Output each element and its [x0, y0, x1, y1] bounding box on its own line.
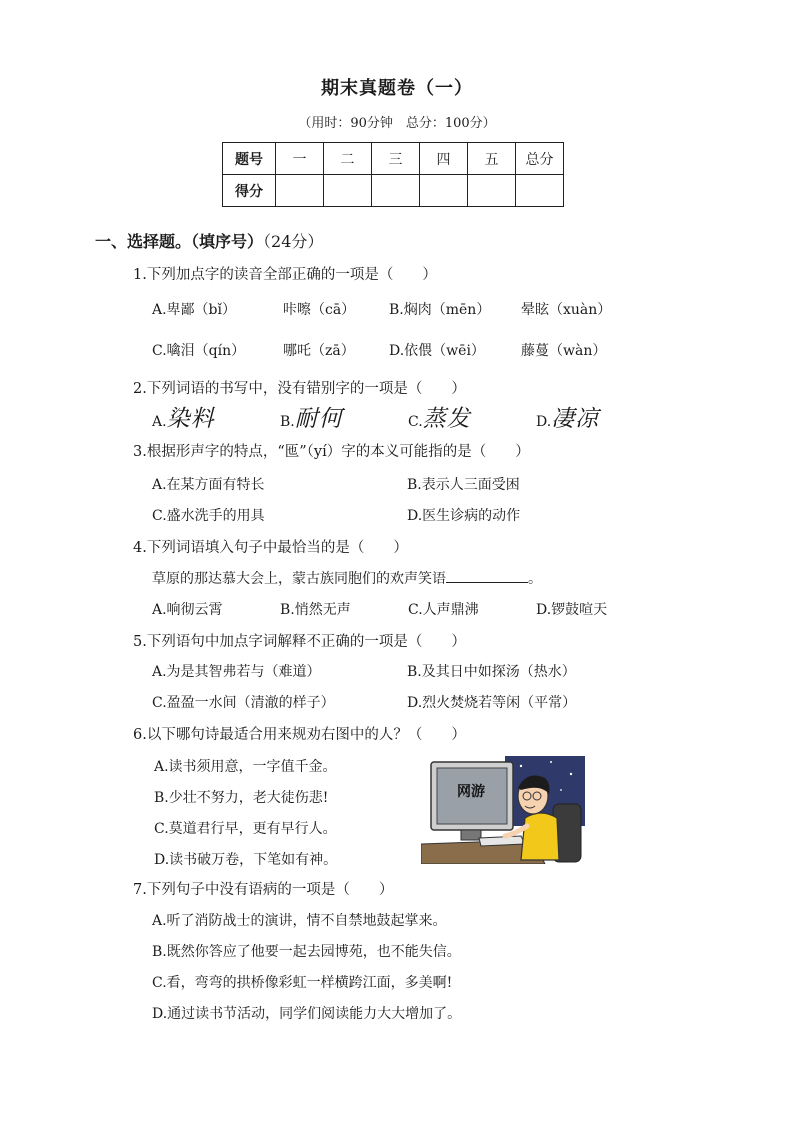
q1-option: 晕眩（xuàn）	[521, 302, 612, 318]
q1-option[interactable]: B.焖肉（mēn）	[389, 302, 491, 318]
handwritten-word: 凄凉	[551, 406, 600, 432]
q5-option[interactable]: B.及其日中如探汤（热水）	[407, 664, 576, 680]
q2-option-b[interactable]	[280, 400, 343, 433]
q4-option[interactable]: A.响彻云霄	[152, 602, 223, 618]
q7-option[interactable]: A.听了消防战士的演讲，情不自禁地鼓起掌来。	[152, 913, 447, 929]
q6-option[interactable]: A.读书须用意，一字值千金。	[154, 759, 337, 775]
q3-option[interactable]: D.医生诊病的动作	[407, 508, 521, 524]
q7-option[interactable]: B.既然你答应了他要一起去园博苑，也不能失信。	[152, 944, 461, 960]
header-cell: 二	[324, 143, 372, 175]
sentence-end: 。	[528, 571, 542, 587]
header-cell: 五	[468, 143, 516, 175]
handwritten-word: 蒸发	[422, 406, 471, 432]
question-7-stem: 7.下列句子中没有语病的一项是（ ）	[133, 882, 394, 898]
option-letter: A.	[152, 414, 167, 430]
section-title: 一、选择题。（填序号）	[95, 232, 264, 251]
q2-option-a[interactable]	[152, 400, 215, 433]
q6-option[interactable]: B.少壮不努力，老大徒伤悲!	[154, 790, 329, 806]
q1-option: 哪吒（zā）	[283, 343, 355, 359]
score-cell[interactable]	[516, 175, 564, 207]
q6-option[interactable]: C.莫道君行早，更有早行人。	[154, 821, 337, 837]
row-label: 得分	[223, 175, 276, 207]
handwritten-word: 染料	[166, 406, 215, 432]
q4-option[interactable]: B.悄然无声	[280, 602, 351, 618]
q1-option: 藤蔓（wàn）	[521, 343, 607, 359]
section-points: （24分）	[263, 232, 324, 251]
question-5-stem: 5.下列语句中加点字词解释不正确的一项是（ ）	[133, 634, 466, 650]
q5-option[interactable]: D.烈火焚烧若等闲（平常）	[407, 695, 577, 711]
gaming-illustration	[421, 756, 585, 864]
question-6-stem: 6.以下哪句诗最适合用来规劝右图中的人？（ ）	[133, 727, 466, 743]
q7-option[interactable]: D.通过读书节活动，同学们阅读能力大大增加了。	[152, 1006, 462, 1022]
score-cell[interactable]	[468, 175, 516, 207]
q1-option[interactable]: A.卑鄙（bǐ）	[152, 302, 236, 318]
header-cell: 三	[372, 143, 420, 175]
question-2-stem: 2.下列词语的书写中，没有错别字的一项是（ ）	[133, 381, 466, 397]
option-letter: C.	[408, 414, 423, 430]
option-letter: D.	[536, 414, 552, 430]
question-4-stem: 4.下列词语填入句子中最恰当的是（ ）	[133, 540, 408, 556]
header-cell: 四	[420, 143, 468, 175]
q4-option[interactable]: D.锣鼓喧天	[536, 602, 608, 618]
score-cell[interactable]	[324, 175, 372, 207]
handwritten-word: 耐何	[294, 406, 343, 432]
score-cell[interactable]	[372, 175, 420, 207]
q2-option-c[interactable]	[408, 400, 471, 433]
section-heading	[95, 229, 323, 252]
q7-option[interactable]: C.看，弯弯的拱桥像彩虹一样横跨江面，多美啊!	[152, 975, 453, 991]
header-cell: 总分	[516, 143, 564, 175]
q2-option-d[interactable]	[536, 400, 599, 433]
q1-option[interactable]: D.依偎（wēi）	[389, 343, 485, 359]
score-cell[interactable]	[420, 175, 468, 207]
question-3-stem: 3.根据形声字的特点，“匜”（yí）字的本义可能指的是（ ）	[133, 444, 530, 460]
q4-sentence	[152, 568, 542, 588]
q5-option[interactable]: C.盈盈一水间（清澈的样子）	[152, 695, 335, 711]
q6-option[interactable]: D.读书破万卷，下笔如有神。	[154, 852, 338, 868]
q5-option[interactable]: A.为是其智弗若与（难道）	[152, 664, 321, 680]
q1-option[interactable]: C.噙泪（qín）	[152, 343, 246, 359]
q3-option[interactable]: B.表示人三面受困	[407, 477, 520, 493]
q4-option[interactable]: C.人声鼎沸	[408, 602, 479, 618]
score-cell[interactable]	[276, 175, 324, 207]
q1-option: 咔嚓（cā）	[283, 302, 356, 318]
option-letter: B.	[280, 414, 295, 430]
question-1-stem: 1.下列加点字的读音全部正确的一项是（ ）	[133, 267, 437, 283]
q3-option[interactable]: A.在某方面有特长	[152, 477, 265, 493]
header-cell: 题号	[223, 143, 276, 175]
score-table-score-row	[223, 175, 564, 207]
answer-blank[interactable]	[446, 568, 528, 583]
sentence-text: 草原的那达慕大会上，蒙古族同胞们的欢声笑语	[152, 571, 446, 587]
gaming-illustration-svg	[421, 756, 585, 864]
page-title: 期末真题卷（一）	[321, 78, 473, 99]
score-table	[222, 142, 564, 207]
exam-info: （用时：90分钟 总分：100分）	[298, 116, 496, 131]
q3-option[interactable]: C.盛水洗手的用具	[152, 508, 265, 524]
monitor-text: 网游	[457, 784, 485, 800]
score-table-header-row	[223, 143, 564, 175]
header-cell: 一	[276, 143, 324, 175]
